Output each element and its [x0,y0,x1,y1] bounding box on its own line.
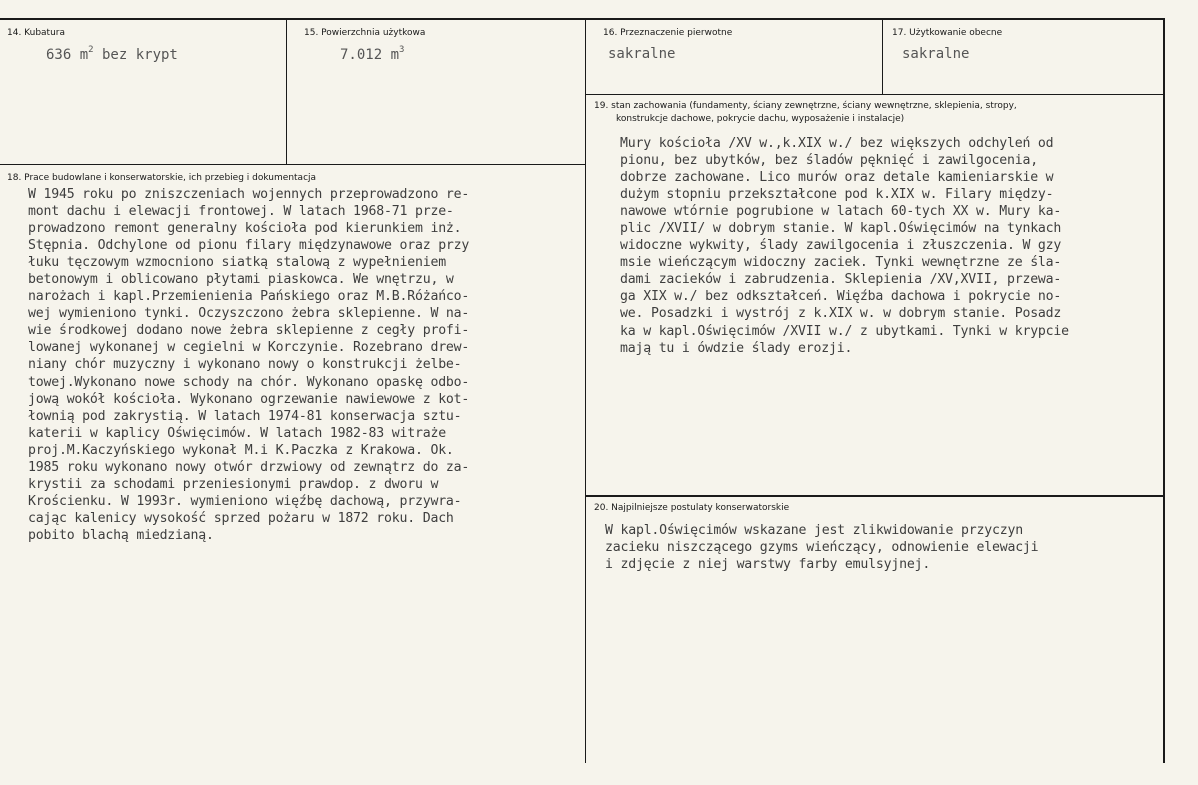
f18-line: krystii za schodami przeniesionymi prawdop. z dworu w [28,476,439,492]
divider-section-20 [586,495,1164,497]
f18-line: 1985 roku wykonano nowy otwór drzwiowy od zewnątrz do za- [28,459,470,475]
field-18-label: 18. Prace budowlane i konserwatorskie, ich przebieg i dokumentacja [7,173,317,183]
f18-line: pobito blachą miedzianą. [28,527,214,543]
f19-line: dużym stopniu przekształcone pod k.XIX w. Filary między- [620,187,1054,203]
field-15-value [340,47,404,63]
f18-line: prowadzono remont generalny kościoła pod kierunkiem inż. [28,221,462,237]
f18-line: Stępnia. Odchylone od pionu filary międzynawowe oraz przy [28,238,470,254]
f20-line: W kapl.Oświęcimów wskazane jest zlikwidowanie przyczyn [605,523,1023,538]
f18-line: katerii w kaplicy Oświęcimów. W latach 1982-83 witraże [28,425,446,441]
f19-line: plic /XVII/ w dobrym stanie. W kapl.Oświęcimów na tynkach [620,221,1062,237]
f20-line: zacieku niszczącego gzyms wieńczący, odnowienie elewacji [605,540,1039,556]
field-16-label: 16. Przeznaczenie pierwotne [603,28,733,38]
field-17-label: 17. Użytkowanie obecne [892,28,1003,38]
f18-line: W 1945 roku po zniszczeniach wojennych przeprowadzono re- [28,187,470,202]
divider-left-row [0,164,586,165]
field-17-value: sakralne [902,46,970,62]
f20-line: i zdjęcie z niej warstwy farby emulsyjnej. [605,557,931,573]
f19-line: widoczne wykwity, ślady zawilgocenia i złuszczenia. W gzy [620,238,1062,254]
field-14-value [46,47,178,63]
divider-center [585,18,586,763]
f18-line: narożach i kapl.Przemienienia Pańskiego oraz M.B.Różańco- [28,289,470,305]
field-15-number: 7.012 m [340,47,400,63]
right-border [1163,18,1165,763]
divider-right-row [586,94,1164,95]
f19-line: mają tu i ówdzie ślady erozji. [620,340,853,356]
f19-line: ga XIX w./ bez odkształceń. Więźba dachowa i pokrycie no- [620,289,1062,305]
f18-line: mont dachu i elewacji frontowej. W latach 1968-71 prze- [28,204,454,220]
f19-line: pionu, bez ubytków, bez śladów pęknięć i zawilgocenia, [620,153,1038,169]
f18-line: wie środkowej dodano nowe żebra sklepienne z cegły profi- [28,323,470,339]
field-20-label: 20. Najpilniejsze postulaty konserwatorskie [594,503,790,513]
f19-line: we. Posadzki i wystrój z k.XIX w. w dobrym stanie. Posadz [620,306,1062,322]
field-19-text [620,135,1069,357]
field-19-label-line2: konstrukcje dachowe, pokrycie dachu, wyposażenie i instalacje) [616,114,905,124]
field-14-label: 14. Kubatura [7,28,66,38]
top-border [0,18,1165,20]
f18-line: towej.Wykonano nowe schody na chór. Wykonano opaskę odbo- [28,374,470,390]
field-14-number: 636 m [46,47,89,63]
f18-line: proj.M.Kaczyńskiego wykonał M.i K.Paczka z Krakowa. Ok. [28,442,454,458]
f19-line: nawowe wtórnie pogrubione w latach 60-tych XX w. Mury ka- [620,204,1062,220]
f18-line: łuku tęczowym wzmocniono siatką stalową z wypełnieniem [28,255,446,271]
f18-line: lowanej wykonanej w cegielni w Korczynie. Rozebrano drew- [28,340,470,356]
f19-line: msie wieńczącym widoczny zaciek. Tynki wewnętrzne ze śla- [620,255,1062,271]
f18-line: wej wymieniono tynki. Oczyszczono żebra sklepienne. W na- [28,306,470,322]
f18-line: betonowym i oblicowano płytami piaskowca. We wnętrzu, w [28,272,454,288]
f18-line: łownią pod zakrystią. W latach 1974-81 konserwacja sztu- [28,408,462,424]
field-18-text [28,186,469,544]
f18-line: niany chór muzyczny i wykonano nowy o konstrukcji żelbe- [28,357,462,373]
field-15-unit-exponent: 3 [399,45,405,55]
f19-line: Mury kościoła /XV w.,k.XIX w./ bez większych odchyleń od [620,136,1054,151]
divider-col-a [286,18,287,164]
field-20-text [605,522,1038,573]
f18-line: cając kalenicy wysokość sprzed pożaru w 1872 roku. Dach [28,510,454,526]
field-16-value: sakralne [608,46,676,62]
field-14-unit-exponent: 2 [88,45,94,55]
f19-line: dami zacieków i zabrudzenia. Sklepienia /XV,XVII, przewa- [620,272,1062,288]
field-19-label-line1: 19. stan zachowania (fundamenty, ściany zewnętrzne, ściany wewnętrzne, sklepienia, stropy, [594,101,1017,111]
field-15-label: 15. Powierzchnia użytkowa [304,28,426,38]
f19-line: dobrze zachowane. Lico murów oraz detale kamieniarskie w [620,170,1054,186]
f18-line: Krościenku. W 1993r. wymieniono więźbę dachową, przywra- [28,493,462,509]
divider-col-c [882,18,883,94]
field-14-suffix: bez krypt [93,47,178,63]
f18-line: jową wokół kościoła. Wykonano ogrzewanie nawiewowe z kot- [28,391,470,407]
f19-line: ka w kapl.Oświęcimów /XVII w./ z ubytkami. Tynki w krypcie [620,323,1069,339]
